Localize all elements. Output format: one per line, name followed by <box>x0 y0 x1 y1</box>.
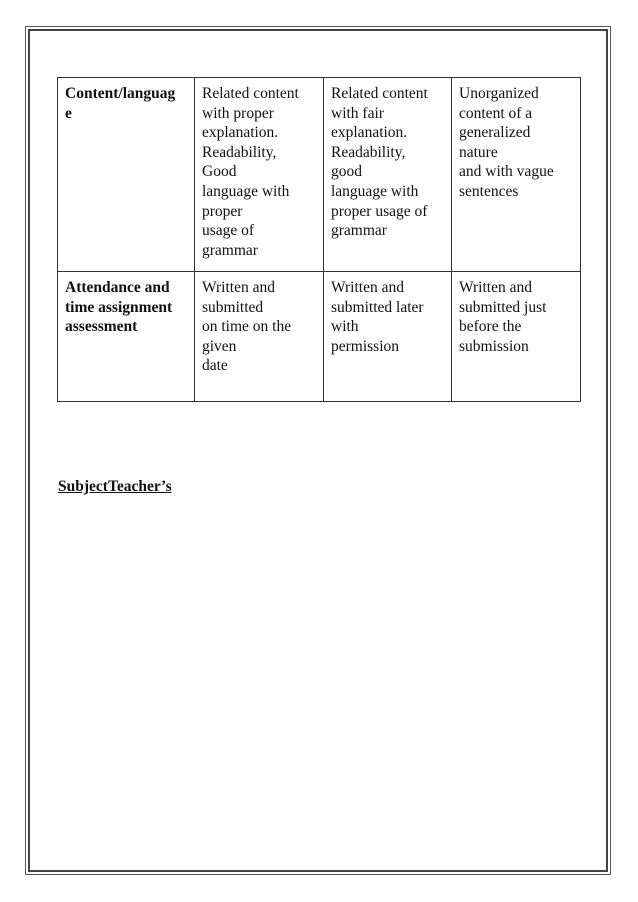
level-cell: Unorganized content of a generalized nature and with vague sentences <box>452 78 581 272</box>
level-cell: Related content with proper explanation. Readability, Good language with proper usage of grammar <box>195 78 324 272</box>
criterion-cell: Content/languag e <box>58 78 195 272</box>
signature-label: SubjectTeacher’s <box>58 478 172 495</box>
level-cell: Written and submitted on time on the given date <box>195 272 324 402</box>
level-cell: Written and submitted just before the submission <box>452 272 581 402</box>
level-cell: Written and submitted later with permission <box>324 272 452 402</box>
rubric-table <box>57 77 581 402</box>
level-cell: Related content with fair explanation. Readability, good language with proper usage of grammar <box>324 78 452 272</box>
rubric-row-attendance <box>58 272 581 402</box>
rubric-row-content-language <box>58 78 581 272</box>
criterion-cell: Attendance and time assignment assessment <box>58 272 195 402</box>
